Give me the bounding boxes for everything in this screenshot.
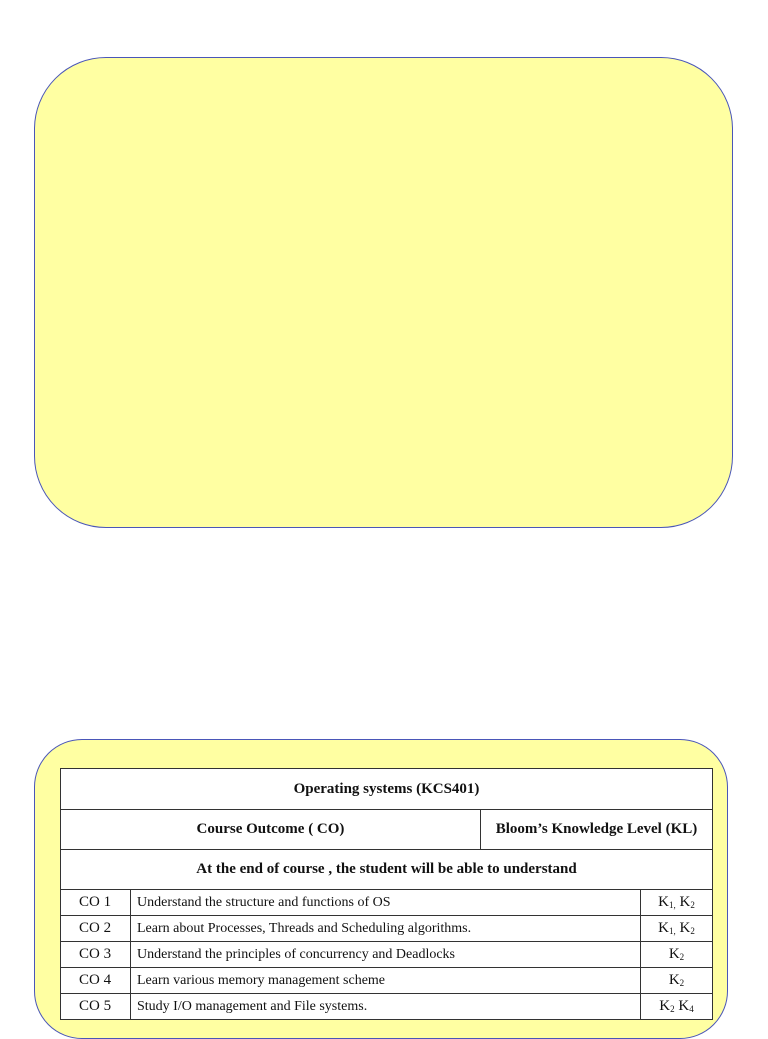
co-text: Understand the principles of concurrency and Deadlocks (131, 942, 641, 968)
table-row (61, 968, 713, 994)
table-subheader: At the end of course , the student will be able to understand (61, 850, 713, 890)
header-course-outcome: Course Outcome ( CO) (61, 810, 481, 850)
co-text: Learn various memory management scheme (131, 968, 641, 994)
table-row (61, 942, 713, 968)
top-slide-card (34, 57, 733, 528)
co-text: Study I/O management and File systems. (131, 994, 641, 1020)
co-text: Understand the structure and functions of OS (131, 890, 641, 916)
co-knowledge-level: $K_{1,}$ $K_2$ (641, 890, 713, 916)
table-subheader-row (61, 850, 713, 890)
co-knowledge-level: $K_2$ (641, 968, 713, 994)
co-text: Learn about Processes, Threads and Scheduling algorithms. (131, 916, 641, 942)
co-id: CO 2 (61, 916, 131, 942)
course-outcome-table (60, 768, 713, 1020)
bottom-slide-card (34, 739, 728, 1039)
table-row (61, 890, 713, 916)
table-row (61, 916, 713, 942)
table-header-row (61, 810, 713, 850)
co-id: CO 5 (61, 994, 131, 1020)
co-id: CO 1 (61, 890, 131, 916)
table-row (61, 994, 713, 1020)
co-id: CO 3 (61, 942, 131, 968)
co-knowledge-level: $K_2$ (641, 942, 713, 968)
table-title-row (61, 769, 713, 810)
table-title: Operating systems (KCS401) (61, 769, 713, 810)
co-id: CO 4 (61, 968, 131, 994)
co-knowledge-level: $K_{1,}$ $K_2$ (641, 916, 713, 942)
co-knowledge-level: $K_2$ $K_4$ (641, 994, 713, 1020)
header-knowledge-level: Bloom’s Knowledge Level (KL) (481, 810, 713, 850)
